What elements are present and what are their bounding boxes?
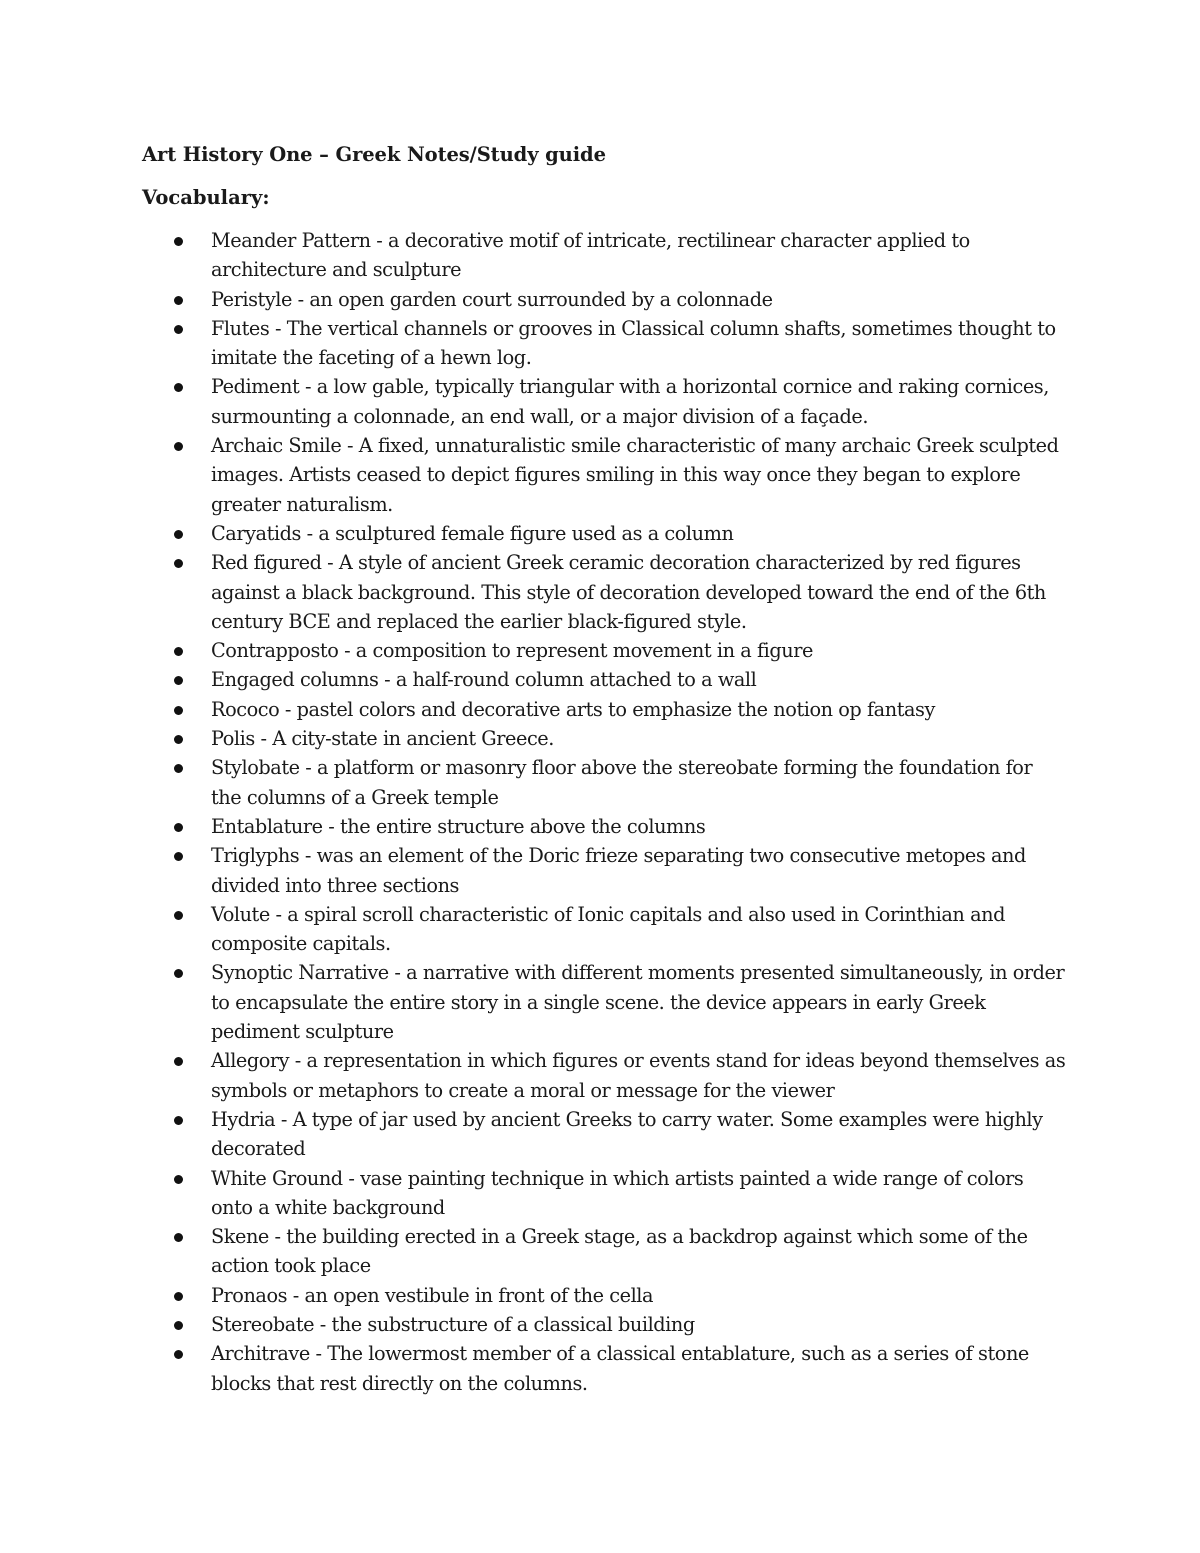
vocabulary-item-text: Contrapposto - a composition to represent movement in a figure [211,639,813,663]
vocabulary-item-text: Stylobate - a platform or masonry floor above the stereobate forming the foundation for the columns of a Greek temple [211,756,1033,809]
vocabulary-item [142,636,1067,665]
bullet-icon [174,911,183,920]
bullet-icon [174,1175,183,1184]
vocabulary-item [142,841,1067,900]
bullet-icon [174,1292,183,1301]
bullet-icon [174,1057,183,1066]
vocabulary-item [142,900,1067,959]
vocabulary-item [142,1281,1067,1310]
vocabulary-item-text: Polis - A city-state in ancient Greece. [211,727,554,751]
vocabulary-item-text: Triglyphs - was an element of the Doric frieze separating two consecutive metopes and divided into three sections [211,844,1026,897]
bullet-icon [174,530,183,539]
vocabulary-item-text: Hydria - A type of jar used by ancient Greeks to carry water. Some examples were highly decorated [211,1107,1043,1161]
vocabulary-heading: Vocabulary: [142,186,270,209]
document-title: Art History One – Greek Notes/Study guide [142,143,606,166]
vocabulary-item [142,1046,1067,1105]
bullet-icon [174,969,183,978]
vocabulary-item [142,314,1067,373]
vocabulary-item-text: Pediment - a low gable, typically triangular with a horizontal cornice and raking cornices, surmounting a colonnade, an end wall, or a major division of a façade. [211,375,1049,428]
vocabulary-item [142,548,1067,636]
vocabulary-item-text: Caryatids - a sculptured female figure used as a column [211,521,734,545]
vocabulary-item [142,1339,1067,1398]
bullet-icon [174,764,183,773]
vocabulary-item-text: Archaic Smile - A fixed, unnaturalistic smile characteristic of many archaic Greek sculpted images. Artists ceased to depict figures smiling in this way once they began to explore greater naturalism. [211,434,1059,516]
bullet-icon [174,1350,183,1359]
bullet-icon [174,1233,183,1242]
vocabulary-item-text: Flutes - The vertical channels or grooves in Classical column shafts, sometimes thought to imitate the faceting of a hewn log. [211,316,1056,370]
vocabulary-item-text: Stereobate - the substructure of a classical building [211,1312,695,1336]
vocabulary-item [142,226,1067,285]
vocabulary-item [142,1310,1067,1339]
vocabulary-item-text: Pronaos - an open vestibule in front of the cella [211,1283,654,1307]
bullet-icon [174,1321,183,1330]
vocabulary-item [142,431,1067,519]
vocabulary-item-text: Engaged columns - a half-round column attached to a wall [211,668,757,692]
bullet-icon [174,1116,183,1125]
vocabulary-item-text: Peristyle - an open garden court surrounded by a colonnade [211,287,773,311]
bullet-icon [174,237,183,246]
bullet-icon [174,442,183,451]
bullet-icon [174,852,183,861]
bullet-icon [174,735,183,744]
vocabulary-item [142,372,1067,431]
vocabulary-item [142,519,1067,548]
vocabulary-item-text: Synoptic Narrative - a narrative with different moments presented simultaneously, in order to encapsulate the entire story in a single scene. the device appears in early Greek pediment sculpture [211,961,1065,1044]
bullet-icon [174,647,183,656]
bullet-icon [174,706,183,715]
vocabulary-item [142,958,1067,1046]
vocabulary-item [142,695,1067,724]
bullet-icon [174,325,183,334]
bullet-icon [174,296,183,305]
vocabulary-item-text: Red figured - A style of ancient Greek ceramic decoration characterized by red figures against a black background. This style of decoration developed toward the end of the 6th century BCE and replaced the earlier black-figured style. [211,551,1046,633]
vocabulary-item-text: Volute - a spiral scroll characteristic of Ionic capitals and also used in Corinthian and composite capitals. [211,902,1005,956]
vocabulary-item [142,285,1067,314]
vocabulary-item-text: Skene - the building erected in a Greek stage, as a backdrop against which some of the action took place [211,1225,1028,1278]
vocabulary-list [142,226,1067,1398]
vocabulary-item [142,724,1067,753]
vocabulary-item-text: Entablature - the entire structure above the columns [211,814,706,838]
vocabulary-item [142,812,1067,841]
bullet-icon [174,383,183,392]
vocabulary-item-text: Meander Pattern - a decorative motif of intricate, rectilinear character applied to architecture and sculpture [211,229,970,282]
vocabulary-item [142,1222,1067,1281]
document-body [142,140,1067,1398]
bullet-icon [174,676,183,685]
vocabulary-item-text: Allegory - a representation in which figures or events stand for ideas beyond themselves as symbols or metaphors to create a moral or message for the viewer [211,1049,1066,1102]
vocabulary-item [142,753,1067,812]
vocabulary-item-text: Architrave - The lowermost member of a classical entablature, such as a series of stone blocks that rest directly on the columns. [211,1342,1029,1395]
bullet-icon [174,559,183,568]
vocabulary-item [142,1164,1067,1223]
vocabulary-item [142,1105,1067,1164]
vocabulary-item-text: White Ground - vase painting technique in which artists painted a wide range of colors onto a white background [211,1166,1024,1219]
bullet-icon [174,823,183,832]
vocabulary-item-text: Rococo - pastel colors and decorative arts to emphasize the notion op fantasy [211,697,935,721]
vocabulary-item [142,665,1067,694]
